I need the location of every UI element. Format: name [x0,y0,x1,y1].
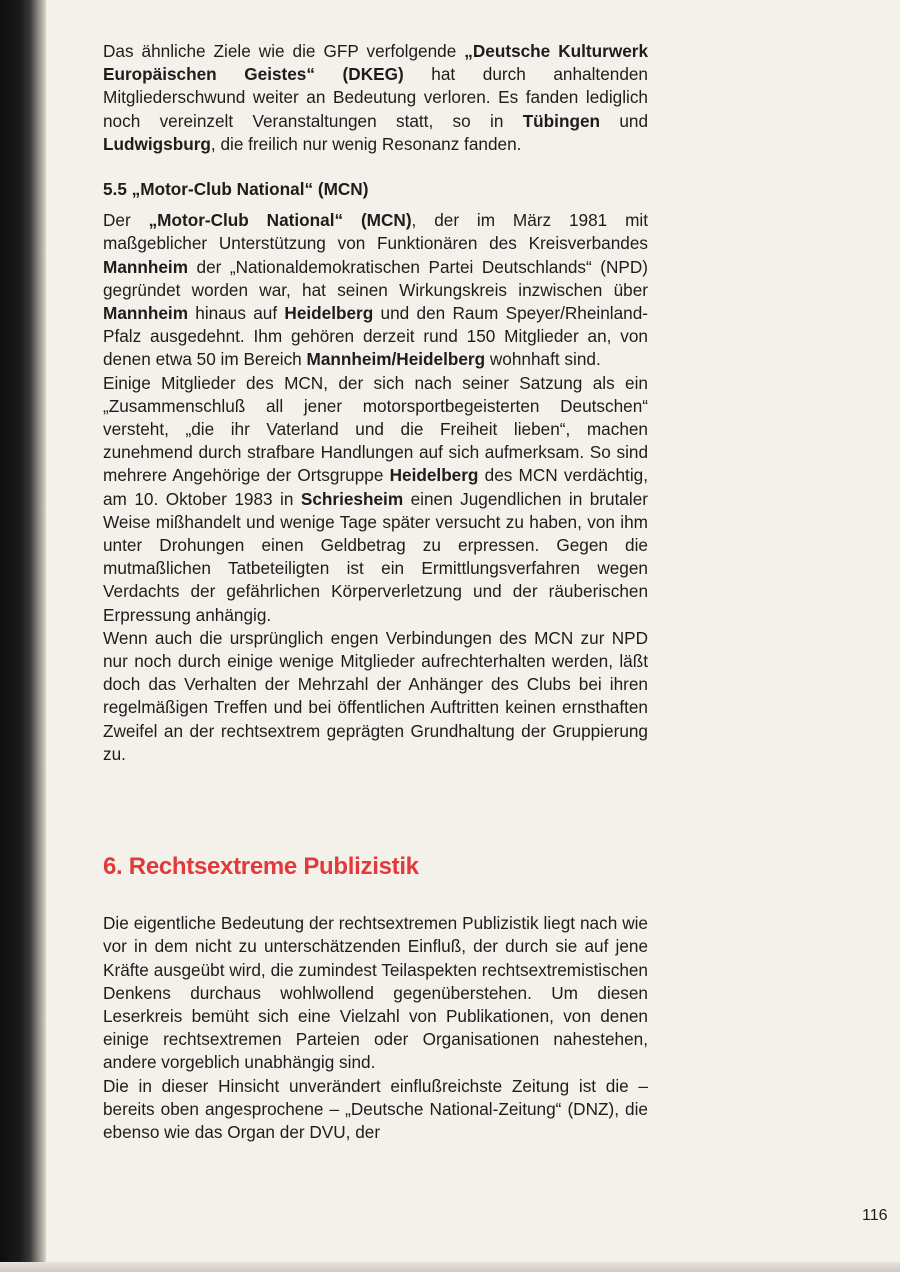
paragraph-dkeg: Das ähnliche Ziele wie die GFP verfolgende „Deutsche Kulturwerk Europäischen Geistes“ (DKEG) hat durch anhaltenden Mitgliederschwund weiter an Bedeutung verloren. Es fanden lediglich noch vereinzelt Veranstaltungen statt, so in Tübingen und Ludwigsburg, die freilich nur wenig Resonanz fanden. [103,41,648,154]
paragraph-mcn-members: Einige Mitglieder des MCN, der sich nach seiner Satzung als ein „Zusammenschluß all jener motorsportbegeisterten Deutschen“ versteht, „die ihr Vaterland und die Freiheit lieben“, machen zunehmend durch strafbare Handlungen auf sich aufmerksam. So sind mehrere Angehörige der Ortsgruppe Heidelberg des MCN verdächtig, am 10. Oktober 1983 in Schriesheim einen Jugendlichen in brutaler Weise mißhandelt und wenige Tage später versucht zu haben, von ihm unter Drohungen einen Geldbetrag zu erpressen. Gegen die mutmaßlichen Tatbeteiligten ist ein Ermittlungsverfahren wegen Verdachts der gefährlichen Körperverletzung und der räuberischen Erpressung anhängig. [103,372,648,625]
page-bottom-edge [0,1262,900,1272]
book-binding-shadow [0,0,46,1272]
bold-tuebingen: Tübingen [522,110,601,131]
section-heading-5-5: 5.5 „Motor-Club National“ (MCN) [103,179,369,200]
page-content [103,40,648,1144]
paragraph-mcn-npd: Wenn auch die ursprünglich engen Verbindungen des MCN zur NPD nur noch durch einige wenige Mitglieder aufrechterhalten werden, läßt doch das Verhalten der Mehrzahl der Anhänger des Clubs bei ihren regelmäßigen Treffen und bei öffentlichen Auftritten keinen ernsthaften Zweifel an der rechtsextrem geprägten Grundhaltung der Gruppierung zu. [103,627,648,764]
paragraph-publizistik-intro: Die eigentliche Bedeutung der rechtsextremen Publizistik liegt nach wie vor in dem nicht zu unterschätzenden Einfluß, der durch sie auf jene Kräfte ausgeübt wird, die zumindest Teilaspekten rechtsextremistischen Denkens durchaus wohlwollend gegenüberstehen. Um diesen Leserkreis bemüht sich eine Vielzahl von Publikationen, von denen einige rechtsextremen Parteien oder Organisationen nahestehen, andere vorgeblich unabhängig sind. [103,913,648,1073]
spacer [103,156,648,178]
chapter-heading-6: 6. Rechtsextreme Publizistik [103,853,419,881]
bold-dkeg: „Deutsche Kulturwerk Europäischen Geistes“ (DKEG) [103,41,648,85]
bold-ludwigsburg: Ludwigsburg [103,133,211,154]
paragraph-publizistik-dnz: Die in dieser Hinsicht unverändert einflußreichste Zeitung ist die – bereits oben angesprochene – „Deutsche National-Zeitung“ (DNZ), die ebenso wie das Organ der DVU, der [103,1075,648,1142]
spacer [103,766,648,852]
paragraph-mcn-intro: Der „Motor-Club National“ (MCN), der im März 1981 mit maßgeblicher Unterstützung von Funktionären des Kreisverbandes Mannheim der „Nationaldemokratischen Partei Deutschlands“ (NPD) gegründet worden war, hat seinen Wirkungskreis inzwischen über Mannheim hinaus auf Heidelberg und den Raum Speyer/Rheinland-Pfalz ausgedehnt. Ihm gehören derzeit rund 150 Mitglieder an, von denen etwa 50 im Bereich Mannheim/Heidelberg wohnhaft sind. [103,210,649,370]
page-number: 116 [862,1207,888,1224]
